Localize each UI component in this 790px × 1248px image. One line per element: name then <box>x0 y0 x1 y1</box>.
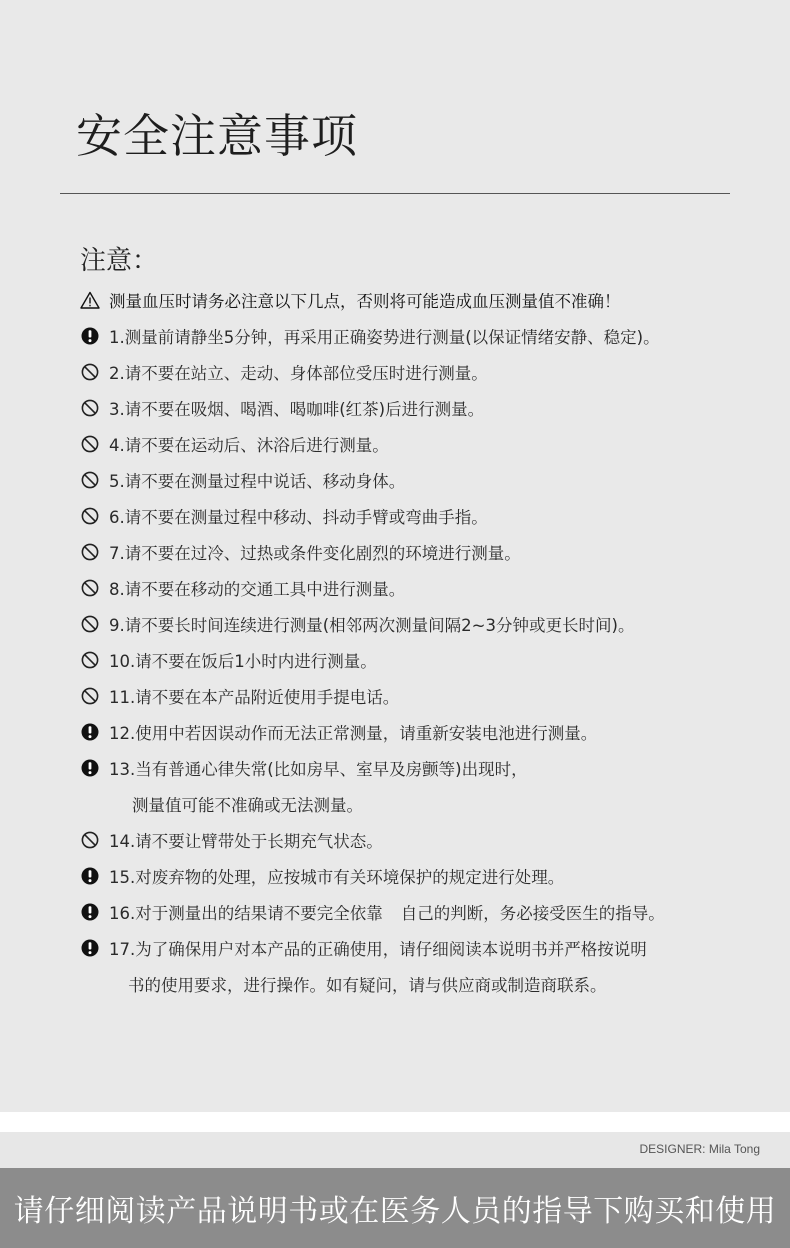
list-item <box>80 318 760 354</box>
prohibited-icon <box>80 434 100 454</box>
prohibited-icon <box>80 506 100 526</box>
list-item-text: 7.请不要在过冷、过热或条件变化剧烈的环境进行测量。 <box>109 544 521 563</box>
list-item-text: 3.请不要在吸烟、喝酒、喝咖啡(红茶)后进行测量。 <box>109 400 485 419</box>
list-item <box>80 498 760 534</box>
footer-text: 请仔细阅读产品说明书或在医务人员的指导下购买和使用 <box>13 1194 777 1229</box>
prohibited-icon <box>80 470 100 490</box>
prohibited-icon <box>80 398 100 418</box>
list-item <box>80 606 760 642</box>
list-item-continuation <box>80 786 760 822</box>
list-item <box>80 534 760 570</box>
list-item <box>80 570 760 606</box>
list-item-text: 11.请不要在本产品附近使用手提电话。 <box>109 688 400 707</box>
list-item-text: 1.测量前请静坐5分钟，再采用正确姿势进行测量(以保证情绪安静、稳定)。 <box>109 328 660 347</box>
exclamation-circle-icon <box>80 866 100 886</box>
list-item-text: 13.当有普通心律失常(比如房早、室早及房颤等)出现时， <box>109 760 528 779</box>
prohibited-icon <box>80 650 100 670</box>
list-item <box>80 426 760 462</box>
list-item-text: 5.请不要在测量过程中说话、移动身体。 <box>109 472 406 491</box>
list-item-text: 6.请不要在测量过程中移动、抖动手臂或弯曲手指。 <box>109 508 488 527</box>
exclamation-circle-icon <box>80 938 100 958</box>
list-item-text: 16.对于测量出的结果请不要完全依靠 <box>109 904 383 923</box>
list-item <box>80 894 760 930</box>
prohibited-icon <box>80 614 100 634</box>
list-item-text: 17.为了确保用户对本产品的正确使用，请仔细阅读本说明书并严格按说明 <box>109 940 647 959</box>
list-item-text: 2.请不要在站立、走动、身体部位受压时进行测量。 <box>109 364 488 383</box>
list-item <box>80 714 760 750</box>
list-item <box>80 858 760 894</box>
prohibited-icon <box>80 542 100 562</box>
list-item <box>80 642 760 678</box>
prohibited-icon <box>80 362 100 382</box>
prohibited-icon <box>80 578 100 598</box>
page-title: 安全注意事项 <box>76 109 358 163</box>
list-item-text: 4.请不要在运动后、沐浴后进行测量。 <box>109 436 389 455</box>
precaution-list <box>80 282 760 1002</box>
warning-triangle-icon <box>80 290 100 310</box>
exclamation-circle-icon <box>80 326 100 346</box>
list-item-text: 自己的判断，务必接受医生的指导。 <box>400 904 665 923</box>
list-item-text: 14.请不要让臂带处于长期充气状态。 <box>109 832 383 851</box>
list-item <box>80 678 760 714</box>
list-item <box>80 462 760 498</box>
list-item <box>80 354 760 390</box>
prohibited-icon <box>80 830 100 850</box>
list-item <box>80 930 760 966</box>
designer-credit: DESIGNER: Mila Tong <box>639 1142 760 1156</box>
list-item-text: 测量血压时请务必注意以下几点，否则将可能造成血压测量值不准确！ <box>109 292 621 311</box>
footer-banner <box>0 1168 790 1248</box>
list-item-text: 书的使用要求，进行操作。如有疑问，请与供应商或制造商联系。 <box>128 976 607 995</box>
notice-heading: 注意： <box>80 246 159 276</box>
exclamation-circle-icon <box>80 902 100 922</box>
list-item-continuation <box>80 966 760 1002</box>
list-item-text: 12.使用中若因误动作而无法正常测量，请重新安装电池进行测量。 <box>109 724 598 743</box>
list-item-text: 测量值可能不准确或无法测量。 <box>132 796 363 815</box>
prohibited-icon <box>80 686 100 706</box>
list-item <box>80 822 760 858</box>
list-item-text: 8.请不要在移动的交通工具中进行测量。 <box>109 580 406 599</box>
list-item <box>80 390 760 426</box>
list-item <box>80 282 760 318</box>
exclamation-circle-icon <box>80 722 100 742</box>
list-item-text: 9.请不要长时间连续进行测量(相邻两次测量间隔2~3分钟或更长时间)。 <box>109 616 635 635</box>
exclamation-circle-icon <box>80 758 100 778</box>
list-item <box>80 750 760 786</box>
list-item-text: 10.请不要在饭后1小时内进行测量。 <box>109 652 377 671</box>
title-divider <box>60 193 730 194</box>
list-item-text: 15.对废弃物的处理，应按城市有关环境保护的规定进行处理。 <box>109 868 565 887</box>
